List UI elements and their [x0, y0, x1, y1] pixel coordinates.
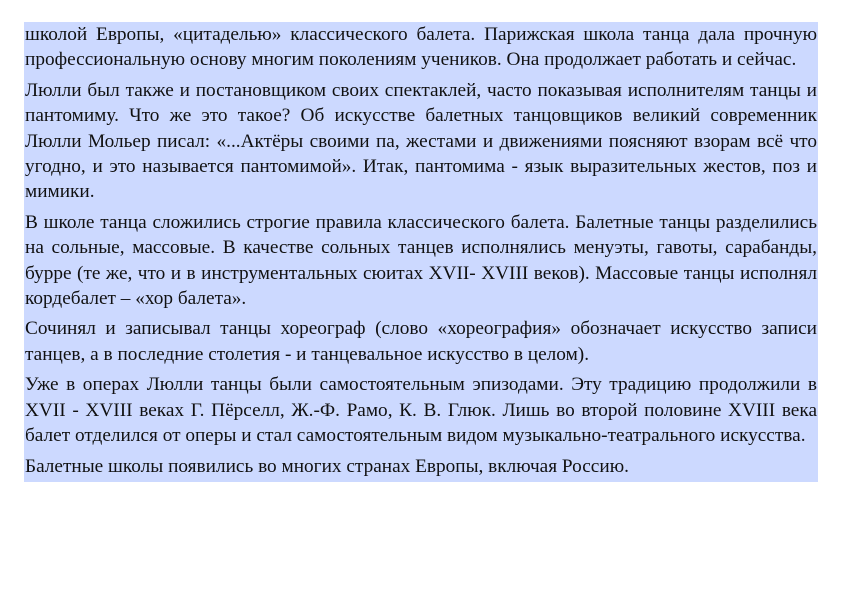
paragraph-opera-dances: Уже в операх Люлли танцы были самостоятельным эпизодами. Эту традицию продолжили в XVII - XVIII веках Г. Пёрселл, Ж.-Ф. Рамо, К. В. Глюк. Лишь во второй половине XVIII века балет отделился от оперы и стал самостоятельным видом музыкально-театрального искусства.: [25, 374, 817, 447]
paragraph-ballet-schools: Балетные школы появились во многих странах Европы, включая Россию.: [25, 455, 629, 477]
paragraph-paris-school: школой Европы, «цитаделью» классического балета. Парижская школа танца дала прочную профессиональную основу многим поколениям учеников. Она продолжает работать и сейчас.: [25, 24, 817, 71]
paragraph-pantomime: Люлли был также и постановщиком своих спектаклей, часто показывая исполнителям танцы и пантомиму. Что же это такое? Об искусстве балетных танцовщиков великий современник Люлли Мольер писал: «...Актёры своими па, жестами и движениями поясняют взорам всё что угодно, и это называется пантомимой». Итак, пантомима - язык выразительных жестов, поз и мимики.: [25, 79, 817, 203]
paragraph-classical-rules: В школе танца сложились строгие правила классического балета. Балетные танцы разделились на сольные, массовые. В качестве сольных танцев исполнялись менуэты, гавоты, сарабанды, бурре (те же, что и в инструментальных сюитах XVII- XVIII веков). Массовые танцы исполнял кордебалет – «хор балета».: [25, 211, 817, 310]
text-block: [24, 22, 818, 482]
paragraph-choreographer: Сочинял и записывал танцы хореограф (слово «хореография» обозначает искусство записи танцев, а в последние столетия - и танцевальное искусство в целом).: [25, 318, 817, 365]
